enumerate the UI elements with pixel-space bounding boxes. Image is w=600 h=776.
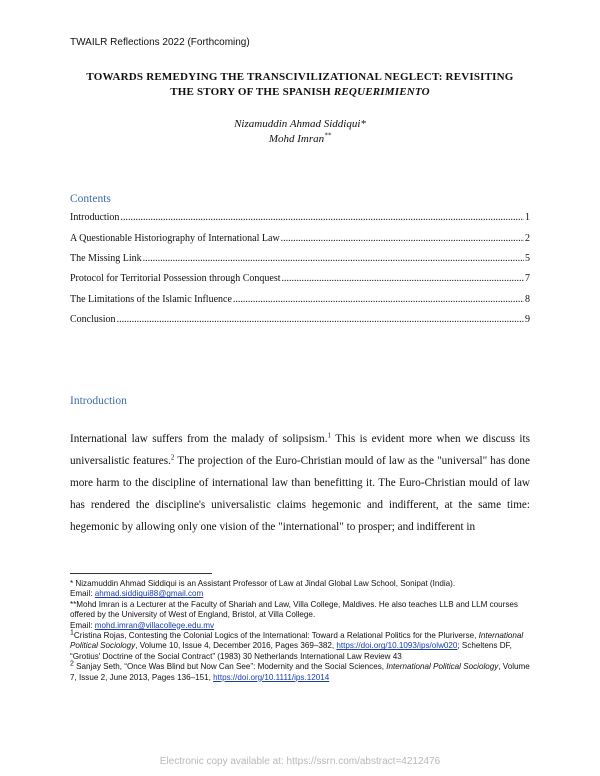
toc-leader [117, 314, 524, 325]
ssrn-footer: Electronic copy available at: https://ssrn.com/abstract=4212476 [159, 756, 441, 767]
toc-leader [120, 212, 524, 223]
title-line-2-italic: REQUERIMIENTO [333, 86, 430, 98]
author-1-mark: * [360, 118, 366, 130]
footnote-1-text: Cristina Rojas, Contesting the Colonial Logics of the International: Toward a Relational Politics for the Pluriverse, [73, 631, 479, 641]
footnote-author-2 [70, 600, 532, 631]
toc-item-label: Conclusion [70, 314, 116, 325]
author-1-email-link[interactable]: ahmad.siddiqui88@gmail.com [94, 589, 204, 599]
footnotes [70, 579, 532, 683]
toc-item-page: 2 [525, 233, 530, 244]
toc-item-page: 9 [525, 314, 530, 325]
author-1-name: Nizamuddin Ahmad Siddiqui [234, 118, 361, 130]
footnote-1-more: ; Scheltens DF, “Grotius' Doctrine of the Social Contract” (1983) 30 Netherlands International Law Review 43 [70, 641, 512, 661]
author-2-name: Mohd Imran [268, 133, 325, 145]
toc-item-introduction[interactable] [70, 212, 530, 226]
contents-heading: Contents [70, 193, 111, 205]
title-line-1: TOWARDS REMEDYING THE TRANSCIVILIZATIONAL NEGLECT: REVISITING [86, 71, 514, 83]
body-paragraph [70, 428, 530, 538]
author-1 [0, 117, 600, 132]
introduction-heading: Introduction [70, 395, 127, 407]
footnote-2 [70, 662, 532, 683]
footnote-author-2-text: **Mohd Imran is a Lecturer at the Faculty of Shariah and Law, Villa College, Maldives. He also teaches LLB and LLM courses offered by the University of West of England, Bristol, at Villa College. [70, 599, 518, 620]
footnote-1-mark: 1 [70, 629, 74, 637]
toc-item-page: 5 [525, 253, 530, 264]
toc-item-missing-link[interactable] [70, 253, 530, 267]
toc-item-protocol[interactable] [70, 273, 530, 287]
footnote-email-label: Email: [70, 620, 95, 630]
footnote-1-details: , Volume 10, Issue 4, December 2016, Pages 369–382, [135, 641, 337, 651]
footnote-2-text: Sanjay Seth, “Once Was Blind but Now Can See”: Modernity and the Social Sciences, [73, 662, 387, 672]
footnote-author-1 [70, 579, 532, 600]
footnote-author-1-text: * Nizamuddin Ahmad Siddiqui is an Assistant Professor of Law at Jindal Global Law School, Sonipat (India). [70, 579, 456, 588]
author-block [0, 117, 600, 147]
toc-leader [233, 294, 524, 305]
toc-item-label: Introduction [70, 212, 120, 223]
toc-item-label: A Questionable Historiography of International Law [70, 233, 280, 244]
toc-item-historiography[interactable] [70, 233, 530, 247]
running-header: TWAILR Reflections 2022 (Forthcoming) [70, 37, 250, 48]
author-2-mark: ** [324, 131, 332, 140]
body-sentence-2: This is evident more when we discuss its universalistic features. [70, 433, 530, 467]
footnote-2-mark: 2 [70, 660, 74, 668]
title-line-2-text: THE STORY OF THE SPANISH [170, 86, 334, 98]
footnote-separator [70, 573, 212, 574]
paper-title [60, 70, 540, 100]
toc-item-conclusion[interactable] [70, 314, 530, 328]
author-2 [0, 132, 600, 147]
toc-item-limitations[interactable] [70, 294, 530, 308]
footnote-ref-1[interactable]: 1 [327, 431, 332, 440]
toc-item-page: 8 [525, 294, 530, 305]
toc-leader [143, 253, 524, 264]
footnote-ref-2[interactable]: 2 [170, 453, 175, 462]
footnote-1-doi-link[interactable]: https://doi.org/10.1093/ips/olw020 [336, 641, 458, 651]
footnote-email-label: Email: [70, 589, 95, 599]
body-sentence-3: The projection of the Euro-Christian mould of law as the "universal" has done more harm to the discipline of international law than benefitting it. The Euro-Christian mould of law has rendered the discipline's universalistic claims hegemonic and indifferent, at the same time: hegemonic by allowing only one vision of the "international" to prosper; and indifferent in [70, 455, 530, 533]
toc-item-label: The Missing Link [70, 253, 142, 264]
footnote-2-journal: International Political Sociology [386, 662, 499, 672]
footnote-1 [70, 631, 532, 662]
footnote-1-journal: International Political Sociology [70, 631, 524, 651]
body-sentence-1: International law suffers from the malady of solipsism. [70, 433, 328, 445]
toc-item-page: 7 [525, 273, 530, 284]
title-line-2 [60, 85, 540, 100]
toc-item-page: 1 [525, 212, 530, 223]
footnote-2-doi-link[interactable]: https://doi.org/10.1111/ips.12014 [213, 672, 330, 682]
footnote-2-details: , Volume 7, Issue 2, June 2013, Pages 136–151, [70, 662, 530, 682]
toc-leader [281, 233, 524, 244]
author-2-email-link[interactable]: mohd.imran@villacollege.edu.mv [94, 620, 215, 630]
toc-item-label: The Limitations of the Islamic Influence [70, 294, 232, 305]
toc-item-label: Protocol for Territorial Possession through Conquest [70, 273, 281, 284]
toc-leader [282, 273, 525, 284]
